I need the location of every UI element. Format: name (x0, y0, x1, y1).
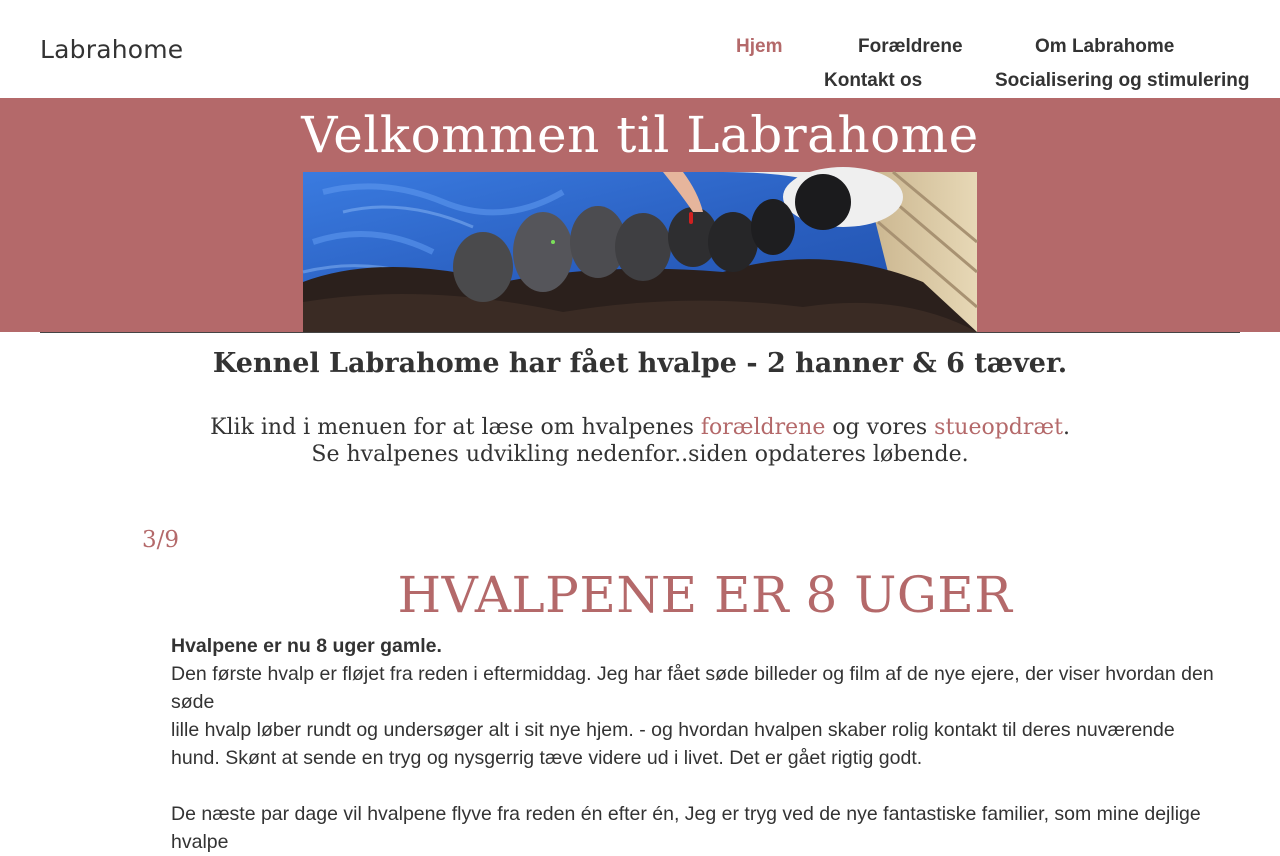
site-logo[interactable]: Labrahome (40, 35, 184, 64)
paragraph-spacer (171, 772, 1246, 800)
hero-banner (0, 98, 1280, 332)
parents-link[interactable]: forældrene (700, 415, 826, 440)
post-title: HVALPENE ER 8 UGER (397, 566, 1013, 624)
intro-update-note: Se hvalpenes udvikling nedenfor..siden opdateres løbende. (311, 442, 969, 467)
post-date: 3/9 (142, 527, 180, 553)
nav-item-kontakt-os[interactable]: Kontakt os (824, 70, 923, 91)
post-paragraph-line: hund. Skønt at sende en tryg og nysgerrig tæve videre ud i livet. Det er gået rigtig godt. (171, 747, 923, 769)
breeding-link[interactable]: stueopdræt (934, 415, 1063, 440)
nav-item-foraeldrene[interactable]: Forældrene (858, 36, 963, 57)
intro-text-start: Klik ind i menuen for at læse om hvalpenes (210, 415, 701, 440)
post-lead: Hvalpene er nu 8 uger gamle. (171, 635, 442, 657)
post-paragraph-line: Den første hvalp er fløjet fra reden i eftermiddag. Jeg har fået søde billeder og film af de nye ejere, der viser hvordan den søde (171, 663, 1214, 713)
content-divider (40, 332, 1240, 333)
post-body (171, 632, 1246, 856)
litter-headline: Kennel Labrahome har fået hvalpe - 2 hanner & 6 tæver. (212, 348, 1068, 379)
post-paragraph-line: De næste par dage vil hvalpene flyve fra reden én efter én, Jeg er tryg ved de nye fantastiske familier, som mine dejlige hvalpe (171, 803, 1201, 853)
intro-text-end: . (1062, 415, 1070, 440)
nav-item-hjem[interactable]: Hjem (736, 36, 783, 57)
intro-text-mid: og vores (825, 415, 935, 440)
nav-item-om-labrahome[interactable]: Om Labrahome (1035, 36, 1175, 57)
hero-title: Velkommen til Labrahome (301, 106, 979, 164)
intro-text (0, 414, 1280, 468)
puppies-photo (303, 172, 977, 332)
puppies-litter-photo-icon (303, 172, 977, 332)
nav-item-socialisering[interactable]: Socialisering og stimulering (995, 70, 1250, 91)
post-paragraph-line: lille hvalp løber rundt og undersøger alt i sit nye hjem. - og hvordan hvalpen skaber rolig kontakt til deres nuværende (171, 719, 1175, 741)
site-header (0, 0, 1280, 98)
